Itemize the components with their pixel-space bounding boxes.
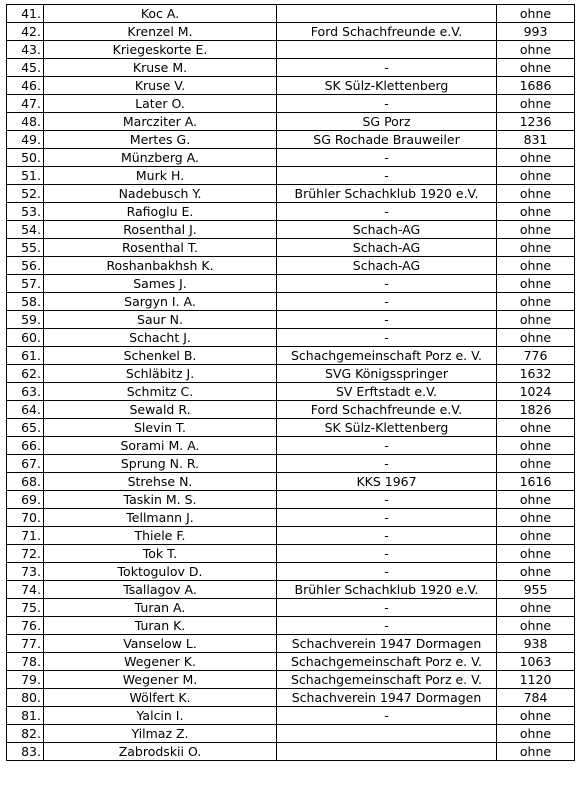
club-cell: Schach-AG [277,239,497,257]
player-name-cell: Tellmann J. [44,509,277,527]
club-cell: Ford Schachfreunde e.V. [277,401,497,419]
player-name-cell: Kruse V. [44,77,277,95]
row-number-cell: 69. [7,491,44,509]
table-row [7,563,575,581]
club-cell: Schach-AG [277,257,497,275]
rating-cell: 1063 [497,653,575,671]
table-row [7,203,575,221]
player-name-cell: Zabrodskii O. [44,743,277,761]
rating-cell: 784 [497,689,575,707]
player-name-cell: Yalcin I. [44,707,277,725]
club-cell: Schachgemeinschaft Porz e. V. [277,653,497,671]
row-number-cell: 46. [7,77,44,95]
row-number-cell: 68. [7,473,44,491]
rating-cell: ohne [497,329,575,347]
table-row [7,671,575,689]
player-name-cell: Sprung N. R. [44,455,277,473]
row-number-cell: 71. [7,527,44,545]
rating-cell: 776 [497,347,575,365]
row-number-cell: 66. [7,437,44,455]
row-number-cell: 42. [7,23,44,41]
rating-cell: ohne [497,275,575,293]
rating-cell: 1686 [497,77,575,95]
row-number-cell: 73. [7,563,44,581]
club-cell: SG Porz [277,113,497,131]
club-cell: - [277,707,497,725]
player-name-cell: Wölfert K. [44,689,277,707]
row-number-cell: 43. [7,41,44,59]
table-row [7,41,575,59]
club-cell: - [277,275,497,293]
participants-table [6,4,575,761]
club-cell: Schachgemeinschaft Porz e. V. [277,671,497,689]
table-row [7,617,575,635]
table-row [7,635,575,653]
club-cell: - [277,491,497,509]
player-name-cell: Roshanbakhsh K. [44,257,277,275]
club-cell: - [277,95,497,113]
rating-cell: 1024 [497,383,575,401]
table-row [7,311,575,329]
club-cell: Brühler Schachklub 1920 e.V. [277,185,497,203]
row-number-cell: 61. [7,347,44,365]
table-row [7,383,575,401]
rating-cell: ohne [497,437,575,455]
club-cell: - [277,329,497,347]
rating-cell: ohne [497,221,575,239]
rating-cell: ohne [497,293,575,311]
player-name-cell: Rosenthal T. [44,239,277,257]
row-number-cell: 47. [7,95,44,113]
table-row [7,437,575,455]
player-name-cell: Thiele F. [44,527,277,545]
player-name-cell: Schacht J. [44,329,277,347]
rating-cell: 1120 [497,671,575,689]
club-cell: - [277,437,497,455]
table-row [7,239,575,257]
row-number-cell: 81. [7,707,44,725]
rating-cell: ohne [497,419,575,437]
table-row [7,473,575,491]
rating-cell: ohne [497,203,575,221]
rating-cell: 1632 [497,365,575,383]
row-number-cell: 60. [7,329,44,347]
player-name-cell: Sargyn I. A. [44,293,277,311]
table-row [7,653,575,671]
player-name-cell: Saur N. [44,311,277,329]
club-cell: - [277,617,497,635]
player-name-cell: Later O. [44,95,277,113]
player-name-cell: Schenkel B. [44,347,277,365]
club-cell: SG Rochade Brauweiler [277,131,497,149]
row-number-cell: 56. [7,257,44,275]
table-row [7,167,575,185]
row-number-cell: 83. [7,743,44,761]
rating-cell: ohne [497,185,575,203]
player-name-cell: Wegener K. [44,653,277,671]
rating-cell: ohne [497,257,575,275]
player-name-cell: Schmitz C. [44,383,277,401]
player-name-cell: Marcziter A. [44,113,277,131]
club-cell [277,41,497,59]
club-cell: Schachverein 1947 Dormagen [277,689,497,707]
row-number-cell: 64. [7,401,44,419]
club-cell: - [277,311,497,329]
player-name-cell: Kriegeskorte E. [44,41,277,59]
player-name-cell: Sames J. [44,275,277,293]
player-name-cell: Tsallagov A. [44,581,277,599]
rating-cell: ohne [497,743,575,761]
row-number-cell: 75. [7,599,44,617]
row-number-cell: 41. [7,5,44,23]
club-cell: - [277,293,497,311]
club-cell: - [277,599,497,617]
participants-table-body [7,5,575,761]
table-row [7,185,575,203]
club-cell: - [277,527,497,545]
player-name-cell: Tok T. [44,545,277,563]
rating-cell: ohne [497,167,575,185]
row-number-cell: 70. [7,509,44,527]
table-row [7,491,575,509]
player-name-cell: Münzberg A. [44,149,277,167]
club-cell: Brühler Schachklub 1920 e.V. [277,581,497,599]
rating-cell: 1236 [497,113,575,131]
club-cell: Schach-AG [277,221,497,239]
rating-cell: 1826 [497,401,575,419]
player-name-cell: Murk H. [44,167,277,185]
player-name-cell: Taskin M. S. [44,491,277,509]
club-cell: - [277,545,497,563]
row-number-cell: 79. [7,671,44,689]
row-number-cell: 65. [7,419,44,437]
row-number-cell: 55. [7,239,44,257]
player-name-cell: Strehse N. [44,473,277,491]
player-name-cell: Turan K. [44,617,277,635]
row-number-cell: 82. [7,725,44,743]
table-row [7,545,575,563]
player-name-cell: Sewald R. [44,401,277,419]
table-row [7,77,575,95]
row-number-cell: 67. [7,455,44,473]
table-row [7,221,575,239]
rating-cell: 993 [497,23,575,41]
table-row [7,689,575,707]
table-row [7,347,575,365]
rating-cell: ohne [497,311,575,329]
rating-cell: ohne [497,707,575,725]
row-number-cell: 77. [7,635,44,653]
club-cell: Ford Schachfreunde e.V. [277,23,497,41]
player-name-cell: Toktogulov D. [44,563,277,581]
row-number-cell: 54. [7,221,44,239]
row-number-cell: 62. [7,365,44,383]
table-row [7,5,575,23]
player-name-cell: Mertes G. [44,131,277,149]
row-number-cell: 53. [7,203,44,221]
rating-cell: ohne [497,41,575,59]
table-row [7,131,575,149]
rating-cell: 938 [497,635,575,653]
row-number-cell: 72. [7,545,44,563]
club-cell [277,725,497,743]
player-name-cell: Krenzel M. [44,23,277,41]
club-cell: - [277,167,497,185]
table-row [7,743,575,761]
club-cell: SVG Königsspringer [277,365,497,383]
row-number-cell: 52. [7,185,44,203]
table-row [7,581,575,599]
table-row [7,23,575,41]
club-cell [277,5,497,23]
club-cell: - [277,455,497,473]
player-name-cell: Kruse M. [44,59,277,77]
club-cell: - [277,509,497,527]
table-row [7,455,575,473]
row-number-cell: 63. [7,383,44,401]
rating-cell: ohne [497,59,575,77]
rating-cell: 831 [497,131,575,149]
rating-cell: ohne [497,455,575,473]
player-name-cell: Schläbitz J. [44,365,277,383]
club-cell: - [277,563,497,581]
table-row [7,59,575,77]
table-row [7,599,575,617]
table-row [7,365,575,383]
club-cell: - [277,149,497,167]
player-name-cell: Turan A. [44,599,277,617]
row-number-cell: 57. [7,275,44,293]
club-cell [277,743,497,761]
table-row [7,509,575,527]
rating-cell: ohne [497,725,575,743]
row-number-cell: 48. [7,113,44,131]
row-number-cell: 59. [7,311,44,329]
club-cell: Schachverein 1947 Dormagen [277,635,497,653]
table-row [7,707,575,725]
table-row [7,527,575,545]
rating-cell: ohne [497,239,575,257]
club-cell: SK Sülz-Klettenberg [277,419,497,437]
club-cell: - [277,203,497,221]
club-cell: - [277,59,497,77]
rating-cell: ohne [497,491,575,509]
rating-cell: ohne [497,149,575,167]
table-row [7,293,575,311]
table-row [7,275,575,293]
player-name-cell: Rafioglu E. [44,203,277,221]
rating-cell: ohne [497,509,575,527]
row-number-cell: 80. [7,689,44,707]
row-number-cell: 74. [7,581,44,599]
club-cell: Schachgemeinschaft Porz e. V. [277,347,497,365]
rating-cell: ohne [497,599,575,617]
table-row [7,419,575,437]
table-row [7,329,575,347]
table-row [7,725,575,743]
player-name-cell: Koc A. [44,5,277,23]
player-name-cell: Slevin T. [44,419,277,437]
player-name-cell: Vanselow L. [44,635,277,653]
player-name-cell: Sorami M. A. [44,437,277,455]
table-row [7,149,575,167]
player-name-cell: Yilmaz Z. [44,725,277,743]
rating-cell: ohne [497,95,575,113]
player-name-cell: Rosenthal J. [44,221,277,239]
table-row [7,113,575,131]
player-name-cell: Nadebusch Y. [44,185,277,203]
row-number-cell: 50. [7,149,44,167]
row-number-cell: 78. [7,653,44,671]
rating-cell: 955 [497,581,575,599]
rating-cell: ohne [497,617,575,635]
table-row [7,401,575,419]
rating-cell: ohne [497,545,575,563]
rating-cell: ohne [497,563,575,581]
rating-cell: 1616 [497,473,575,491]
club-cell: SK Sülz-Klettenberg [277,77,497,95]
table-row [7,95,575,113]
row-number-cell: 49. [7,131,44,149]
row-number-cell: 58. [7,293,44,311]
table-row [7,257,575,275]
club-cell: KKS 1967 [277,473,497,491]
rating-cell: ohne [497,527,575,545]
player-name-cell: Wegener M. [44,671,277,689]
row-number-cell: 45. [7,59,44,77]
club-cell: SV Erftstadt e.V. [277,383,497,401]
row-number-cell: 51. [7,167,44,185]
rating-cell: ohne [497,5,575,23]
row-number-cell: 76. [7,617,44,635]
